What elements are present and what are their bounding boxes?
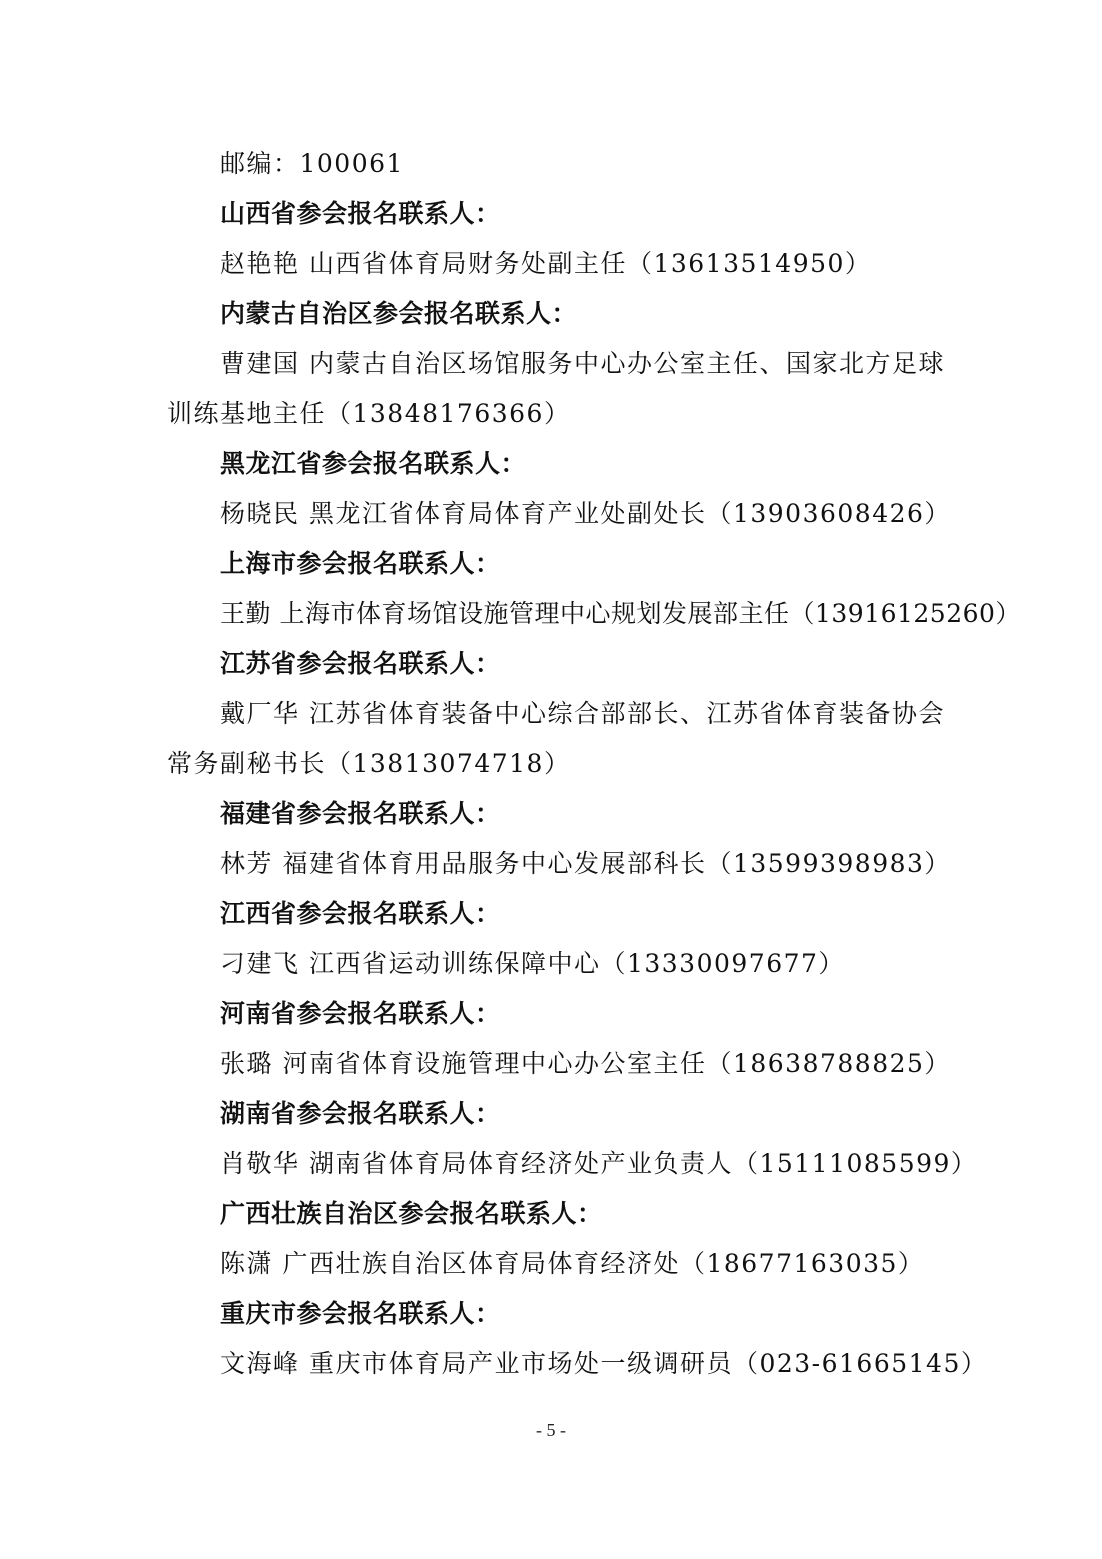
contact-line-henan: 张璐 河南省体育设施管理中心办公室主任（18638788825） [220, 1049, 951, 1078]
contact-line-neimenggu-cont: 训练基地主任（13848176366） [167, 399, 571, 428]
contact-line-fujian: 林芳 福建省体育用品服务中心发展部科长（13599398983） [220, 849, 951, 878]
contact-line-guangxi: 陈潇 广西壮族自治区体育局体育经济处（18677163035） [220, 1249, 925, 1278]
section-heading-guangxi: 广西壮族自治区参会报名联系人： [220, 1199, 603, 1228]
section-heading-jiangsu: 江苏省参会报名联系人： [220, 649, 501, 678]
contact-line-shanxi: 赵艳艳 山西省体育局财务处副主任（13613514950） [220, 249, 872, 278]
contact-line-heilongjiang: 杨晓民 黑龙江省体育局体育产业处副处长（13903608426） [220, 499, 951, 528]
section-heading-heilongjiang: 黑龙江省参会报名联系人： [220, 449, 527, 478]
section-heading-shanxi: 山西省参会报名联系人： [220, 199, 501, 228]
section-heading-hunan: 湖南省参会报名联系人： [220, 1099, 501, 1128]
contact-line-hunan: 肖敬华 湖南省体育局体育经济处产业负责人（15111085599） [220, 1149, 978, 1178]
section-heading-neimenggu: 内蒙古自治区参会报名联系人： [220, 299, 578, 328]
contact-line-jiangxi: 刁建飞 江西省运动训练保障中心（13330097677） [220, 949, 845, 978]
contact-line-jiangsu-cont: 常务副秘书长（13813074718） [167, 749, 571, 778]
section-heading-henan: 河南省参会报名联系人： [220, 999, 501, 1028]
section-heading-chongqing: 重庆市参会报名联系人： [220, 1299, 501, 1328]
page-number: - 5 - [536, 1420, 566, 1440]
section-heading-fujian: 福建省参会报名联系人： [220, 799, 501, 828]
contact-line-neimenggu: 曹建国 内蒙古自治区场馆服务中心办公室主任、国家北方足球 [220, 349, 945, 378]
contact-line-jiangsu: 戴厂华 江苏省体育装备中心综合部部长、江苏省体育装备协会 [220, 699, 945, 728]
section-heading-jiangxi: 江西省参会报名联系人： [220, 899, 501, 928]
contact-line-chongqing: 文海峰 重庆市体育局产业市场处一级调研员（023-61665145） [220, 1349, 988, 1378]
section-heading-shanghai: 上海市参会报名联系人： [220, 549, 501, 578]
postal-code-line: 邮编：100061 [220, 149, 404, 178]
contact-line-shanghai: 王勤 上海市体育场馆设施管理中心规划发展部主任（13916125260） [220, 599, 1021, 628]
